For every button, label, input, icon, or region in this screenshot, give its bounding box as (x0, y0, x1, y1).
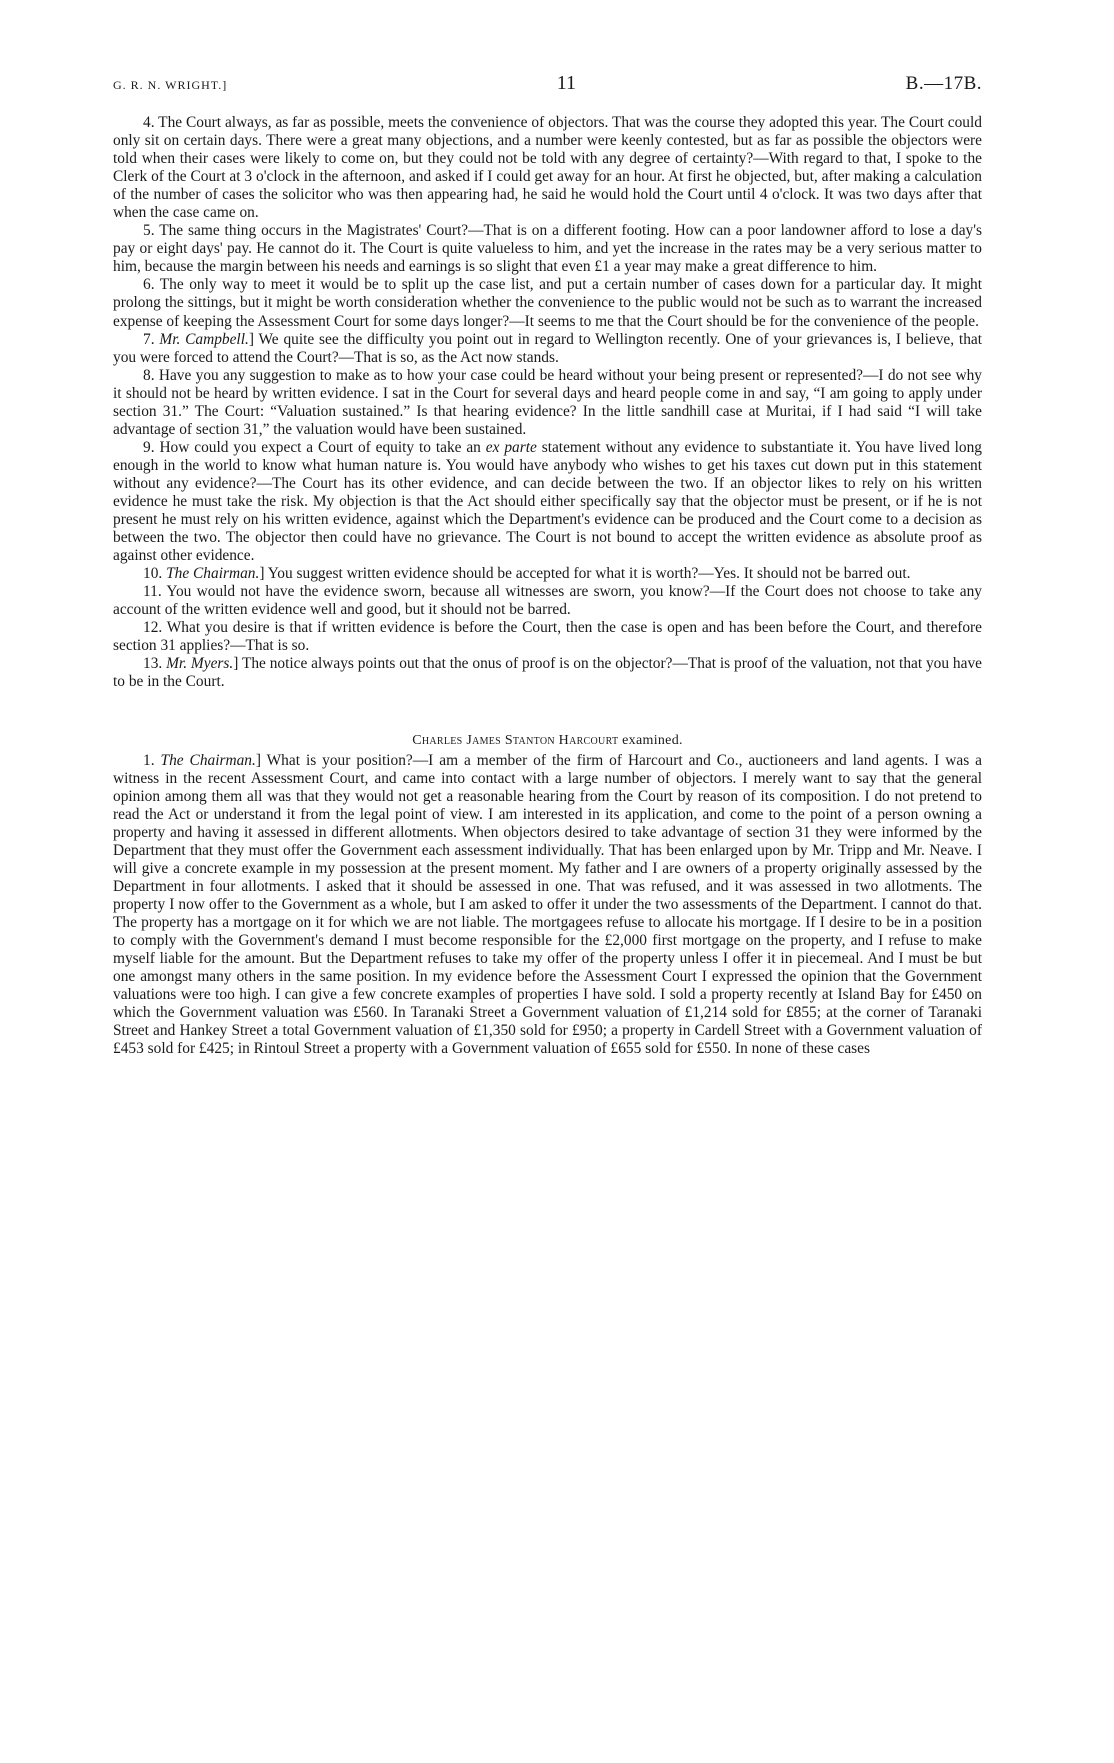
paragraph-11 (113, 583, 982, 619)
paragraph-text: The Court always, as far as possible, meets the convenience of objectors. That was the course they adopted this year. The Court could only sit on certain days. There were a great many objections, and a number were keenly contested, but as far as possible the objectors were told when their cases were likely to come on, but they could not be told with any degree of certainty?—With regard to that, I spoke to the Clerk of the Court at 3 o'clock in the afternoon, and asked if I could get away for an hour. At first he objected, but, after making a calculation of the number of cases the solicitor who was then appearing had, he said he would hold the Court until 4 o'clock. It was two days after that when the case came on. (113, 114, 982, 222)
paragraph-text: The same thing occurs in the Magistrates' Court?—That is on a different footing. How can a poor landowner afford to lose a day's pay or eight days' pay. He cannot do it. The Court is quite valueless to him, and yet the increase in the rates may be a very serious matter to him, because the margin between his needs and earnings is so slight that even £1 a year may make a great difference to him. (113, 222, 982, 276)
paragraph-number: 6. (143, 276, 155, 294)
speaker-name: The Chairman. (160, 751, 256, 769)
paragraph-number: 8. (143, 366, 155, 384)
section-heading (113, 732, 982, 750)
paragraph-12 (113, 619, 982, 655)
paragraph-text: The only way to meet it would be to split up the case list, and put a certain number of cases down for a particular day. It might prolong the sittings, but it might be worth consideration whether the convenience to the public would not be such as to warrant the increased expense of keeping the Assessment Court for some days longer?—It seems to me that the Court should be for the convenience of the people. (113, 276, 982, 330)
paragraph-10: 10. The Chairman.] You suggest written evidence should be accepted for what it is worth?—Yes. It should not be barred out. (143, 565, 911, 583)
paragraph-6 (113, 276, 982, 330)
latin-phrase: ex parte (485, 438, 537, 456)
paragraph-text: You suggest written evidence should be accepted for what it is worth?—Yes. It should not be barred out. (267, 565, 911, 583)
witness-paragraph-1: 1. The Chairman.] What is your position?—I am a member of the firm of Harcourt and Co., auctioneers and land agents. I was a witness in the recent Assessment Court, and came into contact with a large number of objectors. I merely want to say that the general opinion among them all was that they would not get a reasonable hearing from the Court by reason of its composition. I do not pretend to read the Act or understand it from the legal point of view. I am interested in its application, and come to the point of a person owning a property and having it assessed in different allotments. When objectors desired to take advantage of section 31 they were informed by the Department that they must offer the Government each assessment individually. That has been enlarged upon by Mr. Tripp and Mr. Neave. I will give a concrete example in my possession at the present moment. My father and I are owners of a property originally assessed by the Department in four allotments. I asked that it should be assessed in one. That was refused, and it was assessed in two allotments. The property I now offer to the Government as a whole, but I am asked to offer it under the two assessments of the Department. I cannot do that. The property has a mortgage on it for which we are not liable. The mortgagees refuse to allocate his mortgage. If I desire to be in a position to comply with the Government's demand I must become responsible for the £2,000 first mortgage on the property, and I refuse to make myself liable for the amount. But the Department refuses to take my offer of the property unless I offer it in piecemeal. And I must be but one amongst many others in the same position. In my evidence before the Assessment Court I expressed the opinion that the Government valuations were too high. I can give a few concrete examples of properties I have sold. I sold a property recently at Island Bay for £450 on which the Government valuation was £560. In Taranaki Street a Government valuation of £1,214 sold for £855; at the corner of Taranaki Street and Hankey Street a total Government valuation of £1,350 sold for £950; a property in Cardell Street with a Government valuation of £453 sold for £425; in Rintoul Street a property with a Government valuation of £655 sold for £550. In none of these cases (113, 751, 982, 1058)
paragraph-number: 4. (143, 114, 155, 131)
paragraph-text: Have you any suggestion to make as to how your case could be heard without your being present or represented?—I do not see why it should not be heard by written evidence. I sat in the Court for several days and heard people come in and say, “I am going to apply under section 31.” The Court: “Valuation sustained.” Is that hearing evidence? In the little sandhill case at Muritai, if I had said “I will take advantage of section 31,” the valuation would have been sustained. (113, 366, 982, 438)
paragraph-number: 11. (143, 583, 162, 601)
speaker-name: The Chairman. (166, 565, 260, 583)
paragraph-text: The notice always points out that the onus of proof is on the objector?—That is proof of the valuation, not that you have to be in the Court. (113, 655, 982, 691)
speaker-name: Mr. Myers. (166, 655, 234, 673)
testimony-text (113, 114, 982, 1058)
heading-suffix: examined. (622, 732, 683, 748)
paragraph-text: You would not have the evidence sworn, because all witnesses are sworn, you know?—If the Court does not choose to take any account of the written evidence well and good, but it should not be barred. (113, 583, 982, 619)
paragraph-13: 13. Mr. Myers.] The notice always points out that the onus of proof is on the objector?—That is proof of the valuation, not that you have to be in the Court. (113, 655, 982, 691)
paragraph-number: 7. (143, 330, 155, 348)
paragraph-number: 10. (143, 565, 163, 583)
speaker-name: Mr. Campbell. (159, 330, 249, 348)
paragraph-number: 13. (143, 655, 163, 673)
paragraph-5 (113, 222, 982, 276)
paragraph-text: What is your position?—I am a member of the firm of Harcourt and Co., auctioneers and land agents. I was a witness in the recent Assessment Court, and came into contact with a large number of objectors. I merely want to say that the general opinion among them all was that they would not get a reasonable hearing from the Court by reason of its composition. I do not pretend to read the Act or understand it from the legal point of view. I am interested in its application, and come to the point of a person owning a property and having it assessed in different allotments. When objectors desired to take advantage of section 31 they were informed by the Department that they must offer the Government each assessment individually. That has been enlarged upon by Mr. Tripp and Mr. Neave. I will give a concrete example in my possession at the present moment. My father and I are owners of a property originally assessed by the Department in four allotments. I asked that it should be assessed in one. That was refused, and it was assessed in two allotments. The property I now offer to the Government as a whole, but I am asked to offer it under the two assessments of the Department. I cannot do that. The property has a mortgage on it for which we are not liable. The mortgagees refuse to allocate his mortgage. If I desire to be in a position to comply with the Government's demand I must become responsible for the £2,000 first mortgage on the property, and I refuse to make myself liable for the amount. But the Department refuses to take my offer of the property unless I offer it in piecemeal. And I must be but one amongst many others in the same position. In my evidence before the Assessment Court I expressed the opinion that the Government valuations were too high. I can give a few concrete examples of properties I have sold. I sold a property recently at Island Bay for £450 on which the Government valuation was £560. In Taranaki Street a Government valuation of £1,214 sold for £855; at the corner of Taranaki Street and Hankey Street a total Government valuation of £1,350 sold for £950; a property in Cardell Street with a Government valuation of £453 sold for £425; in Rintoul Street a property with a Government valuation of £655 sold for £550. In none of these cases (113, 751, 982, 1058)
paragraph-number: 12. (143, 619, 163, 637)
paragraph-number: 5. (143, 222, 155, 240)
header-witness: G. R. N. WRIGHT.] (113, 78, 228, 92)
paragraph-number: 1. (143, 751, 155, 769)
page-header (113, 72, 982, 100)
paragraph-text: We quite see the difficulty you point out in regard to Wellington recently. One of your grievances is, I believe, that you were forced to attend the Court?—That is so, as the Act now stands. (113, 330, 982, 366)
paragraph-9 (113, 439, 982, 565)
paragraph-4 (113, 114, 982, 222)
paragraph-text: What you desire is that if written evidence is before the Court, then the case is open and has been before the Court, and therefore section 31 applies?—That is so. (113, 619, 982, 655)
page-number: 11 (556, 72, 577, 94)
paragraph-8 (113, 367, 982, 439)
witness-name: Charles James Stanton Harcourt (412, 732, 619, 748)
paragraph-number: 9. (143, 438, 155, 456)
paragraph-text: How could you expect a Court of equity to take an (159, 438, 481, 456)
paragraph-text: statement without any evidence to substantiate it. You have lived long enough in the world to know what human nature is. You would have anybody who wishes to get his taxes cut down put in this statement without any evidence?—The Court has its other evidence, and can decide between the two. If an objector likes to rely on his written evidence he must take the risk. My objection is that the Act should either specifically say that the objector must be present, or if he is not present he must rely on his written evidence, against which the Department's evidence can be produced and the Court come to a decision as between the two. The objector then could have no grievance. The Court is not bound to accept the written evidence as absolute proof as against other evidence. (113, 438, 983, 565)
document-reference: B.—17B. (905, 73, 982, 94)
paragraph-7: 7. Mr. Campbell.] We quite see the difficulty you point out in regard to Wellington recently. One of your grievances is, I believe, that you were forced to attend the Court?—That is so, as the Act now stands. (113, 330, 982, 366)
